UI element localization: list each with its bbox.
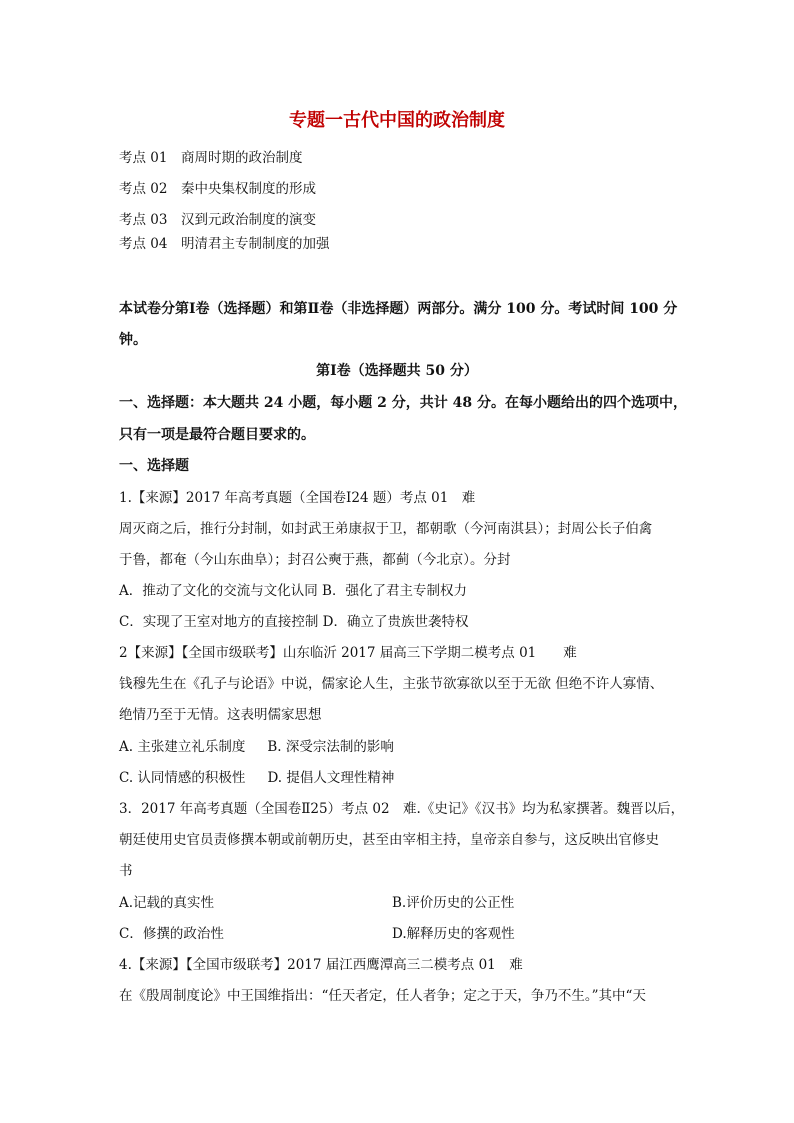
q2-stem-line-2: 绝情乃至于无情。这表明儒家思想 [119,707,322,723]
q2-stem-line-1: 钱穆先生在《孔子与论语》中说，儒家论人生，主张节欲寡欲以至于无欲 但绝不许人寡情、 [119,676,664,692]
q3-option-b: B.评价历史的公正性 [392,895,515,911]
q1-options-ab: A．推动了文化的交流与文化认同 B．强化了君主专制权力 [119,583,467,599]
section-instruction-line-1: 一、选择题：本大题共 24 小题，每小题 2 分，共计 48 分。在每小题给出的四个选项中， [119,395,687,411]
topic-3: 考点 03 汉到元政治制度的演变 [119,212,316,228]
q3-stem-line-2: 朝廷使用史官员责修撰本朝或前朝历史，甚至由宰相主持，皇帝亲自参与，这反映出官修史 [119,832,659,848]
q3-option-a: A.记载的真实性 [119,895,215,911]
part-1-title: 第Ⅰ卷（选择题共 50 分） [316,363,478,379]
q3-stem-line-1: 3．2017 年高考真题（全国卷Ⅱ25）考点 02 难.《史记》《汉书》均为私家撰著。魏晋以后， [119,801,685,817]
q2-option-b: B. 深受宗法制的影响 [267,739,394,755]
topic-1: 考点 01 商周时期的政治制度 [119,150,303,166]
q1-source: 1.【来源】2017 年高考真题（全国卷Ⅰ24 题）考点 01 难 [119,490,476,506]
q1-options-cd: C．实现了王室对地方的直接控制 D．确立了贵族世袭特权 [119,614,469,630]
topic-2: 考点 02 秦中央集权制度的形成 [119,181,316,197]
q1-stem-line-1: 周灭商之后，推行分封制，如封武王弟康叔于卫，都朝歌（今河南淇县）；封周公长子伯禽 [119,521,653,537]
q3-stem-line-3: 书 [119,863,133,879]
q3-option-d: D.解释历史的客观性 [392,926,515,942]
q3-option-c: C．修撰的政治性 [119,926,224,942]
q1-stem-line-2: 于鲁，都奄（今山东曲阜）；封召公奭于燕，都蓟（今北京）。分封 [119,552,511,568]
q2-options-ab [119,735,679,755]
exam-intro-line-2: 钟。 [119,332,147,348]
section-subheading: 一、选择题 [119,458,189,474]
q2-options-cd [119,766,679,786]
topic-4: 考点 04 明清君主专制制度的加强 [119,236,330,252]
q2-option-c: C. 认同情感的积极性 [119,770,246,786]
q2-option-d: D. 提倡人文理性精神 [267,770,395,786]
q2-source: 2【来源】【全国市级联考】山东临沂 2017 届高三下学期二模考点 01 难 [119,645,577,661]
page-title: 专题一古代中国的政治制度 [289,110,505,131]
section-instruction-line-2: 只有一项是最符合题目要求的。 [119,427,315,443]
exam-intro-line-1: 本试卷分第Ⅰ卷（选择题）和第Ⅱ卷（非选择题）两部分。满分 100 分。考试时间 100 分 [119,301,678,317]
q2-option-a: A. 主张建立礼乐制度 [119,739,246,755]
q4-stem-line-1: 在《殷周制度论》中王国维指出：“任天者定，任人者争；定之于天，争乃不生。”其中“天 [119,988,646,1004]
q4-source: 4.【来源】【全国市级联考】2017 届江西鹰潭高三二模考点 01 难 [119,957,523,973]
